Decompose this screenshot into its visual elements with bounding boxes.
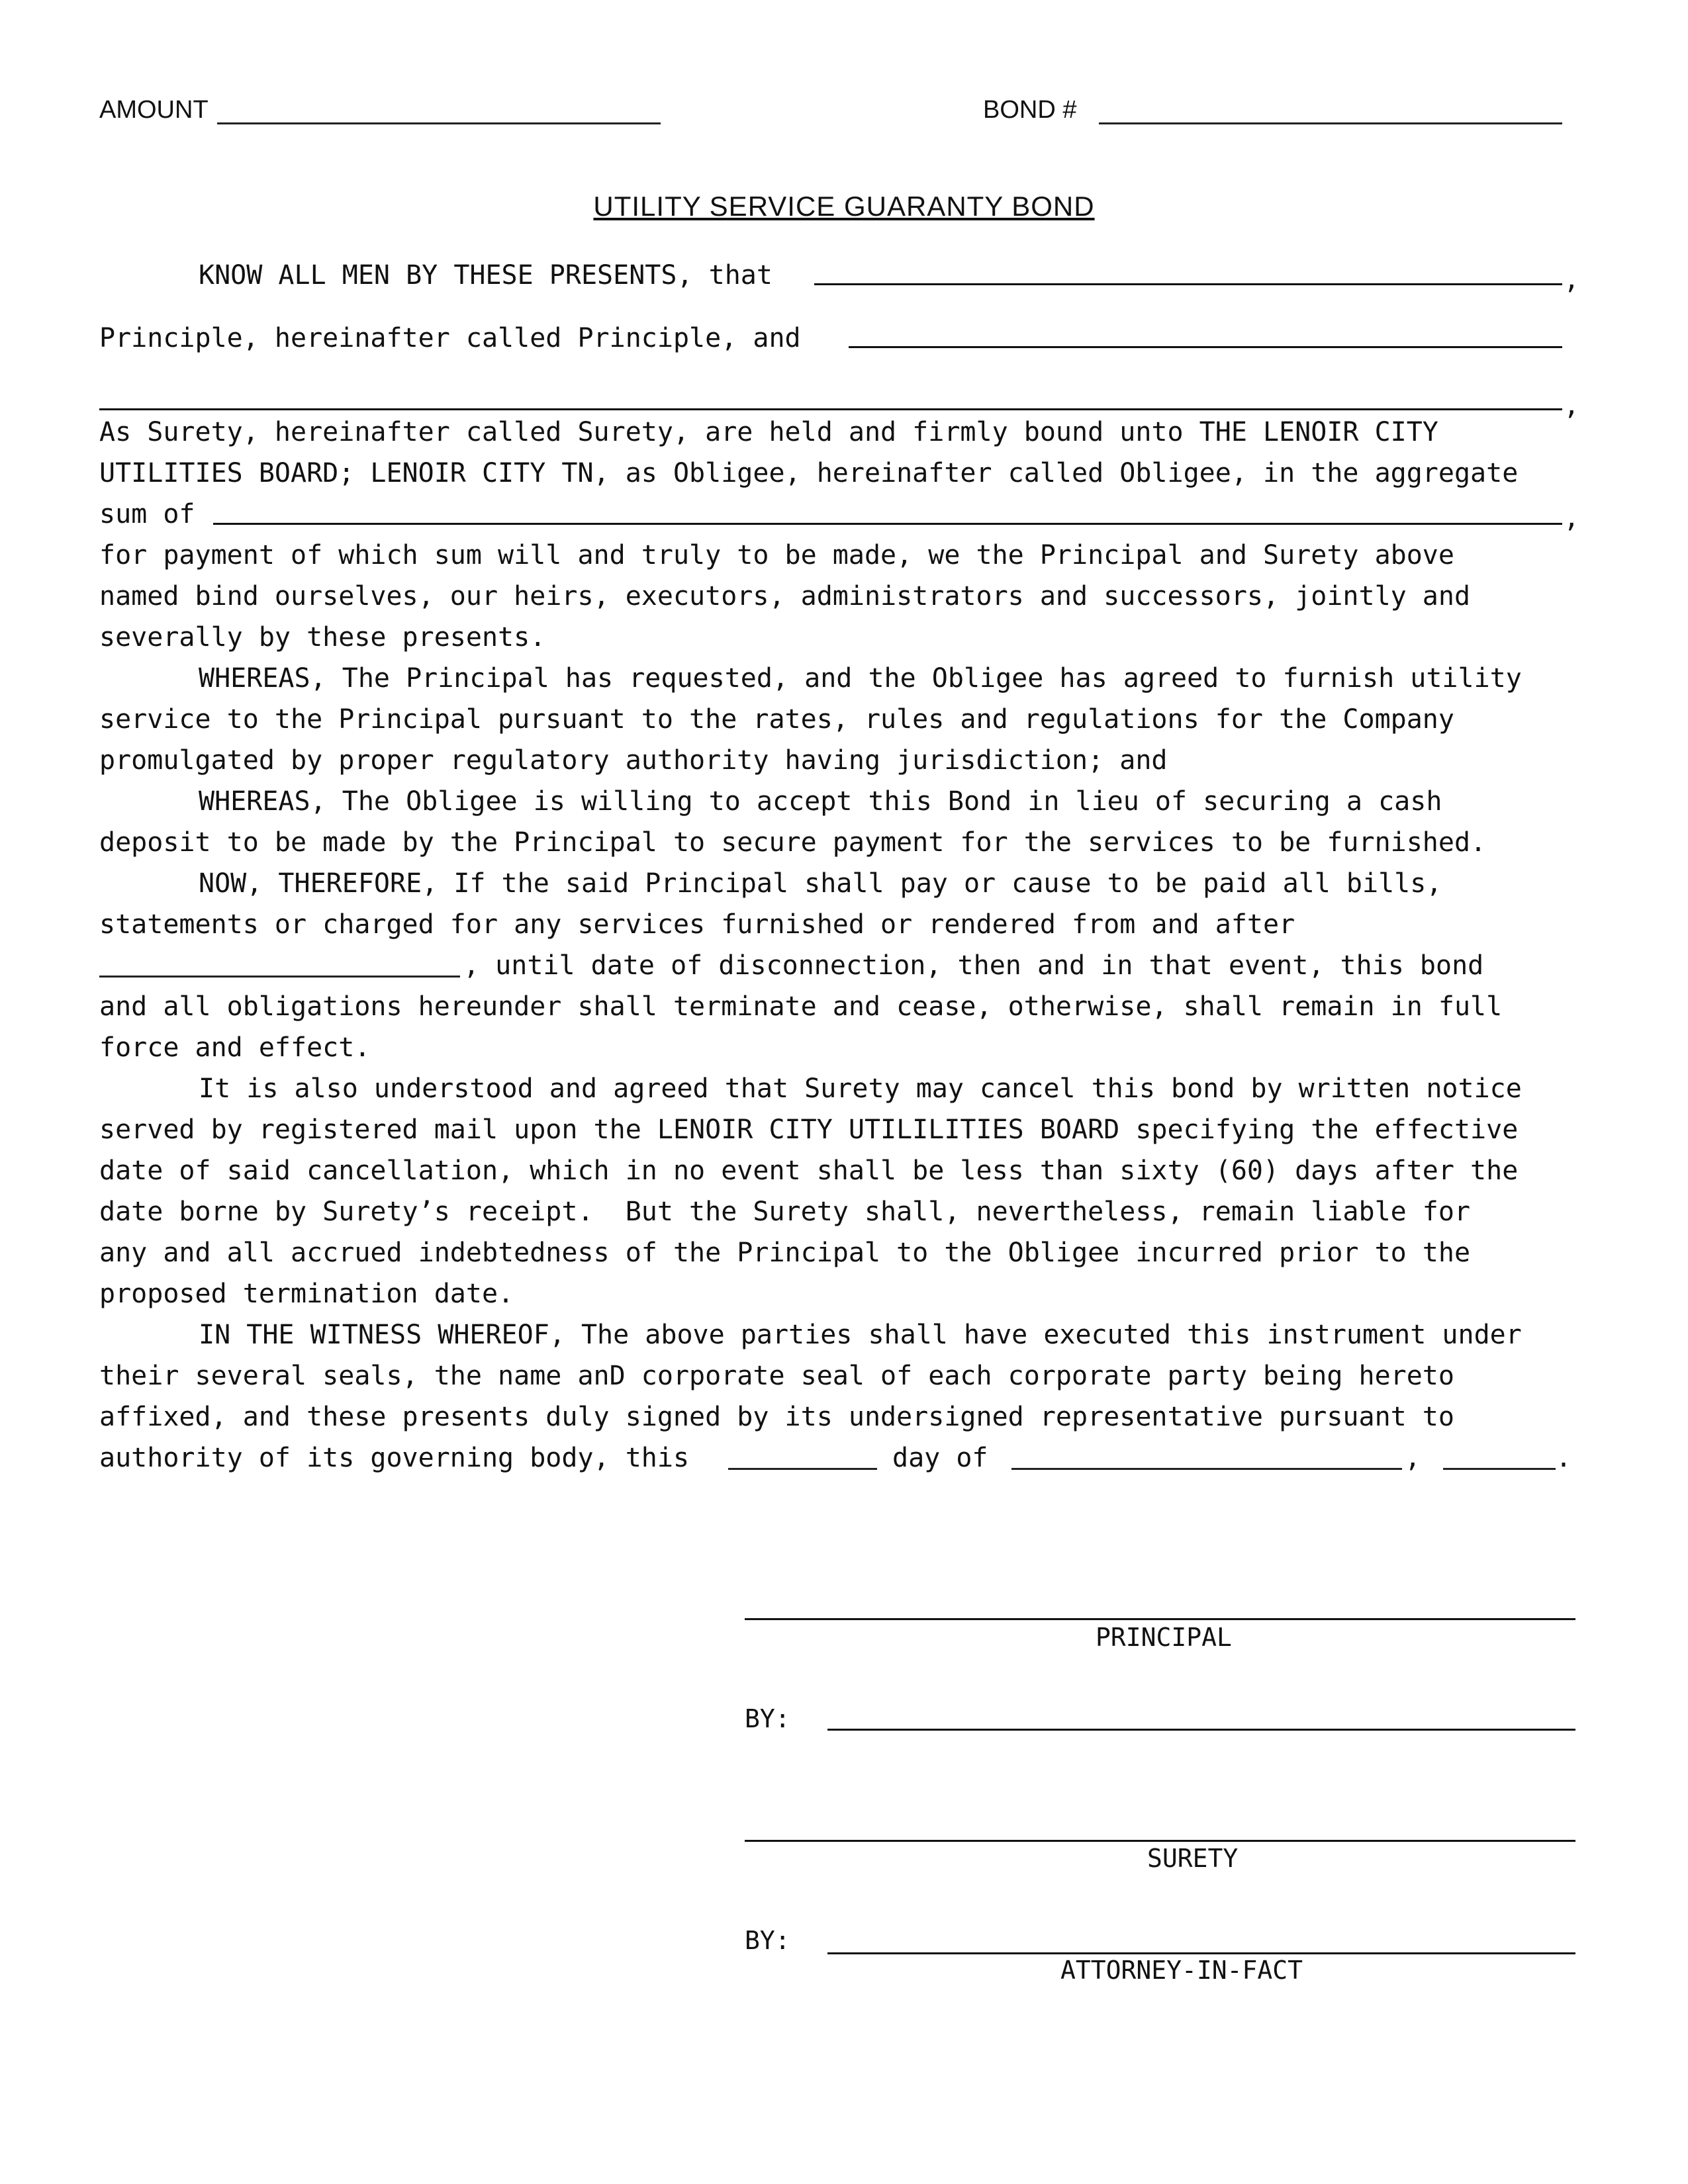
attorney-in-fact-label: ATTORNEY-IN-FACT <box>1060 1956 1303 1985</box>
day-of-text: day of <box>892 1443 988 1473</box>
principal-by-label: BY: <box>745 1704 790 1733</box>
principal-by-signature-line[interactable] <box>827 1729 1575 1731</box>
body-line-20: served by registered mail upon the LENOIR CITY UTILILITIES BOARD specifying the effective <box>99 1115 1519 1145</box>
principal-label: PRINCIPAL <box>1096 1623 1232 1652</box>
body-line-24: proposed termination date. <box>99 1279 514 1309</box>
bond-number-field[interactable] <box>1099 122 1562 124</box>
body-line-13: deposit to be made by the Principal to secure payment for the services to be furnished. <box>99 827 1487 858</box>
body-line-28a: authority of its governing body, this <box>99 1443 690 1473</box>
body-line-10: service to the Principal pursuant to the rates, rules and regulations for the Company <box>99 704 1454 735</box>
day-field[interactable] <box>728 1468 877 1470</box>
principal-signature-line[interactable] <box>745 1618 1575 1620</box>
body-line-7: named bind ourselves, our heirs, executors, administrators and successors, jointly and <box>99 581 1471 612</box>
surety-name-field-1[interactable] <box>849 346 1562 348</box>
body-line-14: NOW, THEREFORE, If the said Principal shall pay or cause to be paid all bills, <box>199 868 1442 899</box>
surety-by-label: BY: <box>745 1926 790 1955</box>
period: . <box>1556 1443 1572 1473</box>
comma-2: , <box>1564 390 1580 421</box>
body-line-3: As Surety, hereinafter called Surety, are held and firmly bound unto THE LENOIR CITY <box>99 417 1438 447</box>
sum-of-text: sum of <box>99 499 195 529</box>
body-line-9: WHEREAS, The Principal has requested, and the Obligee has agreed to furnish utility <box>199 663 1522 694</box>
comma-3: , <box>1564 503 1580 533</box>
surety-signature-line[interactable] <box>745 1840 1575 1842</box>
body-line-16: , until date of disconnection, then and in that event, this bond <box>463 950 1484 981</box>
body-line-12: WHEREAS, The Obligee is willing to accept this Bond in lieu of securing a cash <box>199 786 1442 817</box>
month-field[interactable] <box>1011 1468 1402 1470</box>
body-line-26: their several seals, the name anD corporate seal of each corporate party being hereto <box>99 1361 1454 1391</box>
body-line-22: date borne by Surety’s receipt. But the Surety shall, nevertheless, remain liable for <box>99 1197 1471 1227</box>
comma-1: , <box>1564 265 1580 295</box>
body-line-8: severally by these presents. <box>99 622 546 653</box>
body-line-4: UTILITIES BOARD; LENOIR CITY TN, as Obligee, hereinafter called Obligee, in the aggregate <box>99 458 1519 488</box>
principal-name-field[interactable] <box>814 283 1562 285</box>
surety-label: SURETY <box>1147 1844 1239 1873</box>
year-field[interactable] <box>1443 1468 1556 1470</box>
sum-amount-field[interactable] <box>213 523 1562 525</box>
body-line-17: and all obligations hereunder shall terminate and cease, otherwise, shall remain in full <box>99 991 1503 1022</box>
principle-text: Principle, hereinafter called Principle, and <box>99 323 801 353</box>
amount-field[interactable] <box>217 122 661 124</box>
know-all-men-text: KNOW ALL MEN BY THESE PRESENTS, that <box>199 260 773 291</box>
body-line-27: affixed, and these presents duly signed by its undersigned representative pursuant to <box>99 1402 1454 1432</box>
body-line-15: statements or charged for any services furnished or rendered from and after <box>99 909 1295 940</box>
document-title: UTILITY SERVICE GUARANTY BOND <box>593 191 1095 222</box>
body-line-21: date of said cancellation, which in no event shall be less than sixty (60) days after the <box>99 1156 1519 1186</box>
service-start-date-field[interactable] <box>99 976 460 978</box>
amount-label: AMOUNT <box>99 96 209 124</box>
body-line-18: force and effect. <box>99 1032 371 1063</box>
attorney-signature-line[interactable] <box>827 1952 1575 1954</box>
comma-4: , <box>1405 1443 1421 1473</box>
body-line-23: any and all accrued indebtedness of the Principal to the Obligee incurred prior to the <box>99 1238 1471 1268</box>
body-line-6: for payment of which sum will and truly to be made, we the Principal and Surety above <box>99 540 1454 570</box>
body-line-11: promulgated by proper regulatory authority having jurisdiction; and <box>99 745 1168 776</box>
surety-name-field-2[interactable] <box>99 408 1562 410</box>
bond-number-label: BOND # <box>983 96 1077 124</box>
body-line-25: IN THE WITNESS WHEREOF, The above parties shall have executed this instrument under <box>199 1320 1522 1350</box>
body-line-19: It is also understood and agreed that Surety may cancel this bond by written notice <box>199 1073 1522 1104</box>
